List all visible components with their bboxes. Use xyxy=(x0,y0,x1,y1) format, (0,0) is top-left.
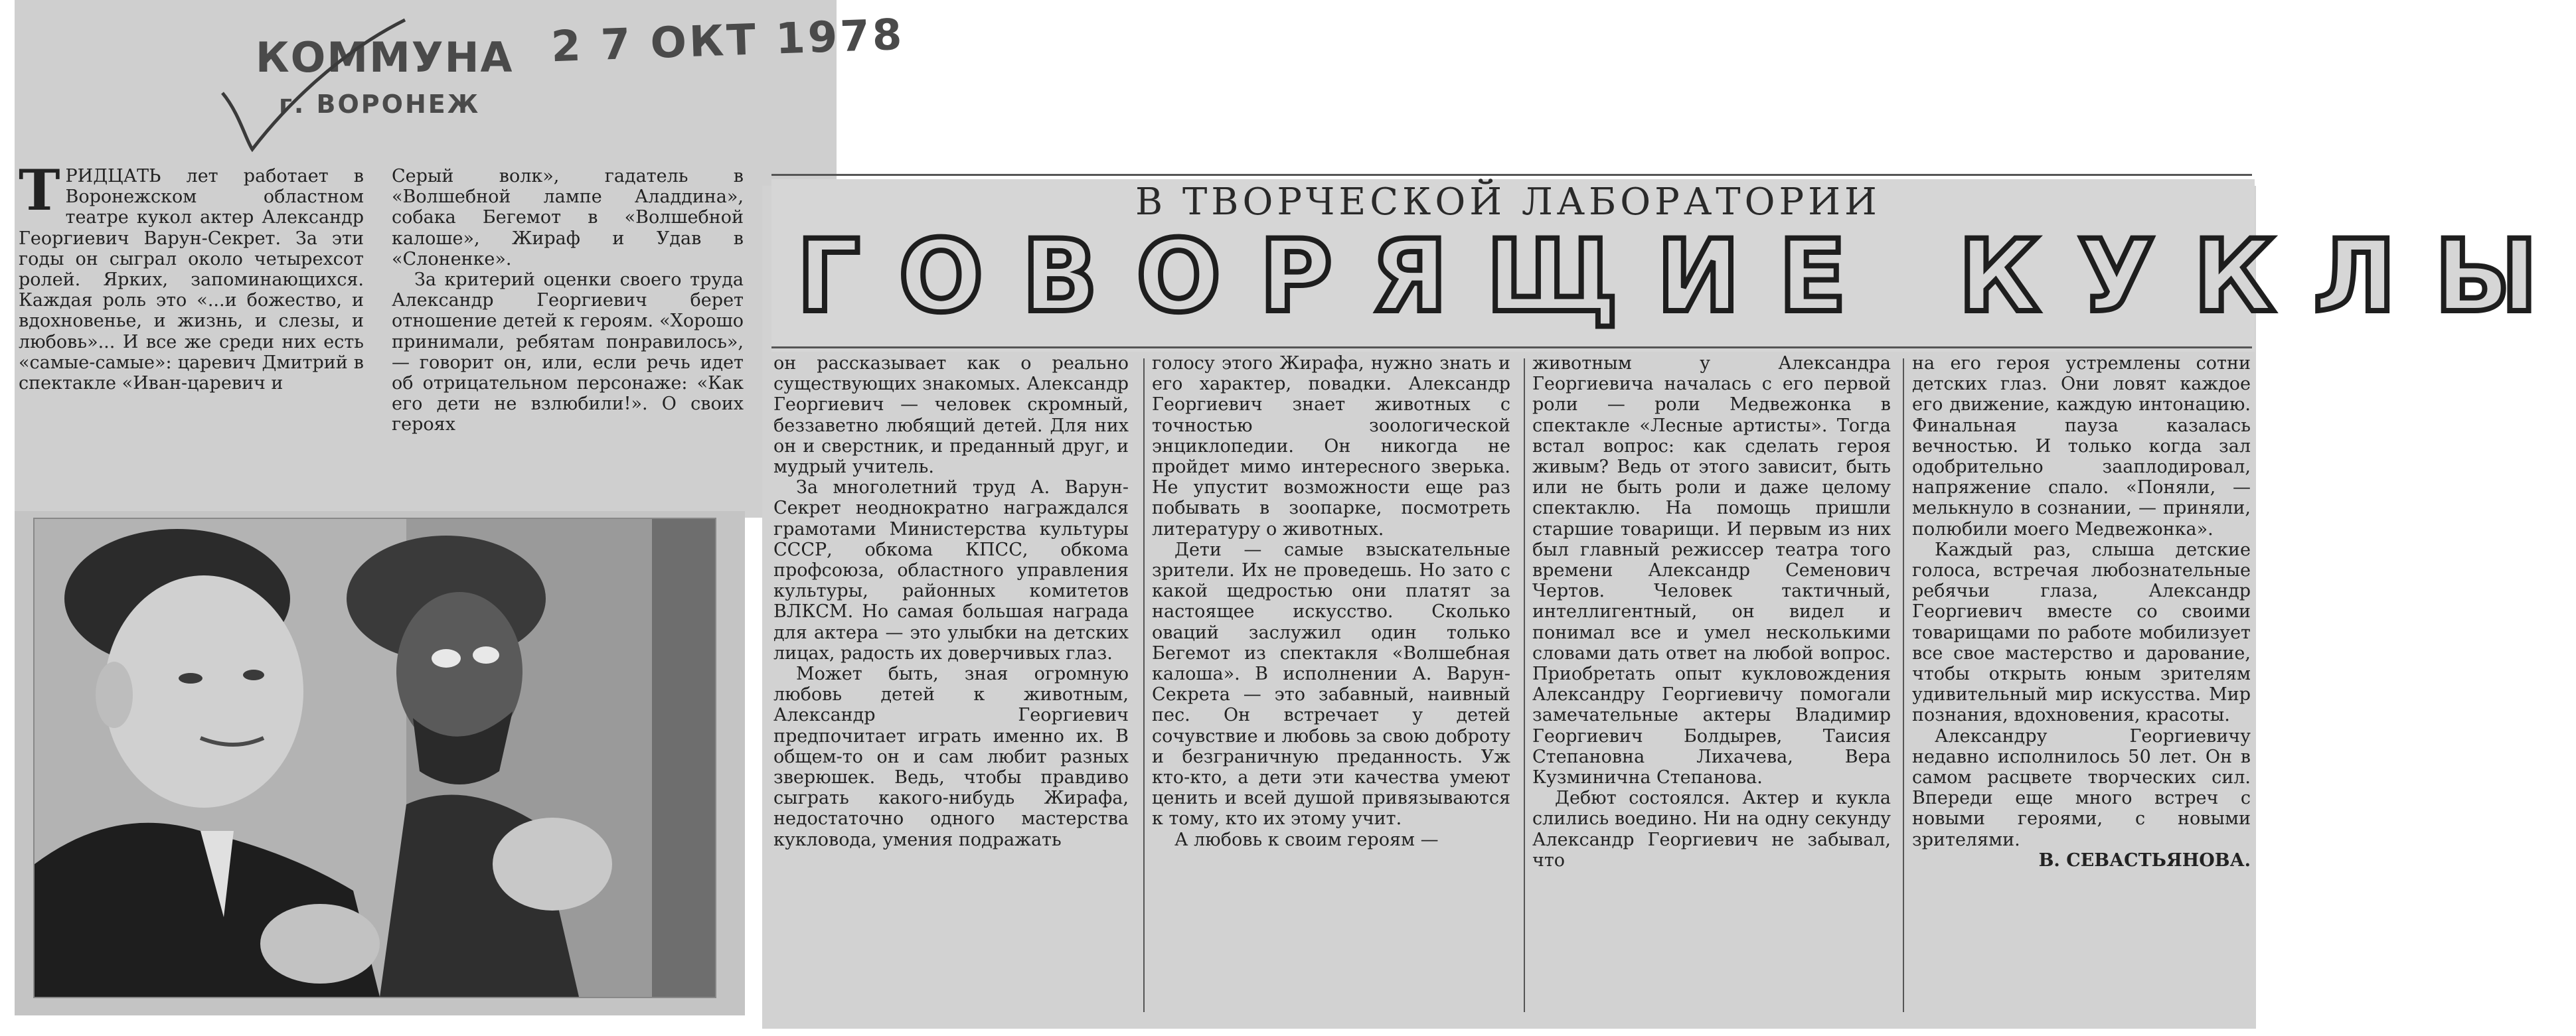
paragraph: Может быть, зная огромную любовь детей к животным, Александр Георгиевич предпочитает играть именно их. В общем-то он и сам любит разных зверюшек. Ведь, чтобы правдиво сыграть какого-нибудь Жирафа, недостаточно одного мастерства кукловода, умения подражать xyxy=(773,664,1129,850)
headline: ГОВОРЯЩИЕ КУКЛЫ xyxy=(797,219,2576,334)
paragraph: голосу этого Жирафа, нужно знать и его характер, повадки. Александр Георгиевич знает животных с точностью зоологической энциклопедии. Он никогда не пройдет мимо интересного зверька. Не упустит возможности еще раз побывать в зоопарке, посмотреть литературу о животных. xyxy=(1152,353,1510,540)
headline-top-rule xyxy=(771,174,2252,176)
article-column-1 xyxy=(19,157,364,394)
article-column-4 xyxy=(1152,353,1510,850)
rubric: В ТВОРЧЕСКОЙ ЛАБОРАТОРИИ xyxy=(1135,181,1881,224)
paragraph: Серый волк», гадатель в «Волшебной лампе Аладдина», собака Бегемот в «Волшебной калоше», Жираф и Удав в «Слоненке». xyxy=(392,166,744,269)
pen-check-mark-icon xyxy=(212,13,412,159)
author-signature: В. СЕВАСТЬЯНОВА. xyxy=(2038,850,2251,871)
paragraph: Дети — самые взыскательные зрители. Их не проведешь. Но зато с какой щедростью они платят за настоящее искусство. Сколько оваций заслужил один только Бегемот из спектакля «Волшебная калоша». В исполнении А. Варун-Секрета — это забавный, наивный пес. Он встречает у детей сочувствие и любовь за свою доброту и безграничную преданность. Уж кто-кто, а дети эти качества умеют ценить и всей душой привязываются к тому, кто их этому учит. xyxy=(1152,539,1510,830)
paragraph: на его героя устремлены сотни детских глаз. Они ловят каждое его движение, каждую интонацию. Финальная пауза казалась вечностью. И только когда зал одобрительно зааплодировал, напряжение спало. «Поняли, — мелькнуло в сознании, — приняли, полюбили моего Медвежонка». xyxy=(1912,353,2251,540)
article-column-5 xyxy=(1532,353,1891,871)
paragraph xyxy=(19,157,364,394)
paragraph: Александру Георгиевичу недавно исполнилось 50 лет. Он в самом расцвете творческих сил. Впереди еще много встреч с новыми героями, с новыми зрителями. xyxy=(1912,725,2251,850)
headline-bottom-rule xyxy=(771,346,2252,348)
paragraph: За многолетний труд А. Варун-Секрет неоднократно награждался грамотами Министерства культуры СССР, обкома КПСС, обкома профсоюза, областного управления культуры, районных комитетов ВЛКСМ. Но самая большая награда для актера — это улыбки на детских лицах, радость их доверчивых глаз. xyxy=(773,477,1129,664)
paragraph: он рассказывает как о реально существующих знакомых. Александр Георгиевич — человек скромный, беззаветно любящий детей. Для них он и сверстник, и преданный друг, и мудрый учитель. xyxy=(773,353,1129,478)
column-divider xyxy=(1903,358,1904,1012)
article-column-3 xyxy=(773,353,1129,850)
column-divider xyxy=(1143,358,1145,1012)
paragraph: За критерий оценки своего труда Александр Георгиевич берет отношение детей к героям. «Хорошо принимали, ребятам понравилось», — говорит он, или, если речь идет об отрицательном персонаже: «Как его дети не взлюбили!». О своих героях xyxy=(392,269,744,435)
drop-cap: Т xyxy=(19,157,60,223)
stamp-date: 2 7 ОКТ 1978 xyxy=(550,10,906,72)
article-column-2 xyxy=(392,166,744,435)
stamp-newspaper-name: КОММУНА xyxy=(256,33,514,82)
paragraph: Каждый раз, слыша детские голоса, встречая любознательные ребячьи глаза, Александр Георгиевич вместе со своими товарищами по работе мобилизует все свое мастерство и дарование, чтобы открыть юным зрителям удивительный мир искусства. Мир познания, вдохновения, красоты. xyxy=(1912,539,2251,726)
column-divider xyxy=(1524,358,1525,1012)
actor-with-puppet-photo xyxy=(33,518,716,998)
paragraph: животным у Александра Георгиевича началась с его первой роли — роли Медвежонка в спектакле «Лесные артисты». Тогда встал вопрос: как сделать героя живым? Ведь от этого зависит, быть или не быть роли и даже целому спектаклю. На помощь пришли старшие товарищи. И первым из них был главный режиссер театра того времени Александр Семенович Чертов. Человек тактичный, интеллигентный, он видел и понимал все и умел несколькими словами дать ответ на любой вопрос. Приобретать опыт кукловождения Александру Георгиевичу помогали замечательные актеры Владимир Георгиевич Болдырев, Таисия Степановна Лихачева, Вера Кузминична Степанова. xyxy=(1532,353,1891,788)
paragraph: Дебют состоялся. Актер и кукла слились воедино. Ни на одну секунду Александр Георгиевич не забывал, что xyxy=(1532,788,1891,871)
paragraph-text: РИДЦАТЬ лет работает в Воронежском областном театре кукол актер Александр Георгиевич Варун-Секрет. За эти годы он сыграл около четырехсот ролей. Ярких, запоминающихся. Каждая роль это «...и божество, и вдохновенье, и жизнь, и слезы, и любовь»... И все же среди них есть «самые-самые»: царевич Дмитрий в спектакле «Иван-царевич и xyxy=(19,166,364,394)
stamp-city: г. ВОРОНЕЖ xyxy=(279,90,481,119)
paragraph: А любовь к своим героям — xyxy=(1174,829,1439,850)
article-column-6 xyxy=(1912,353,2251,871)
